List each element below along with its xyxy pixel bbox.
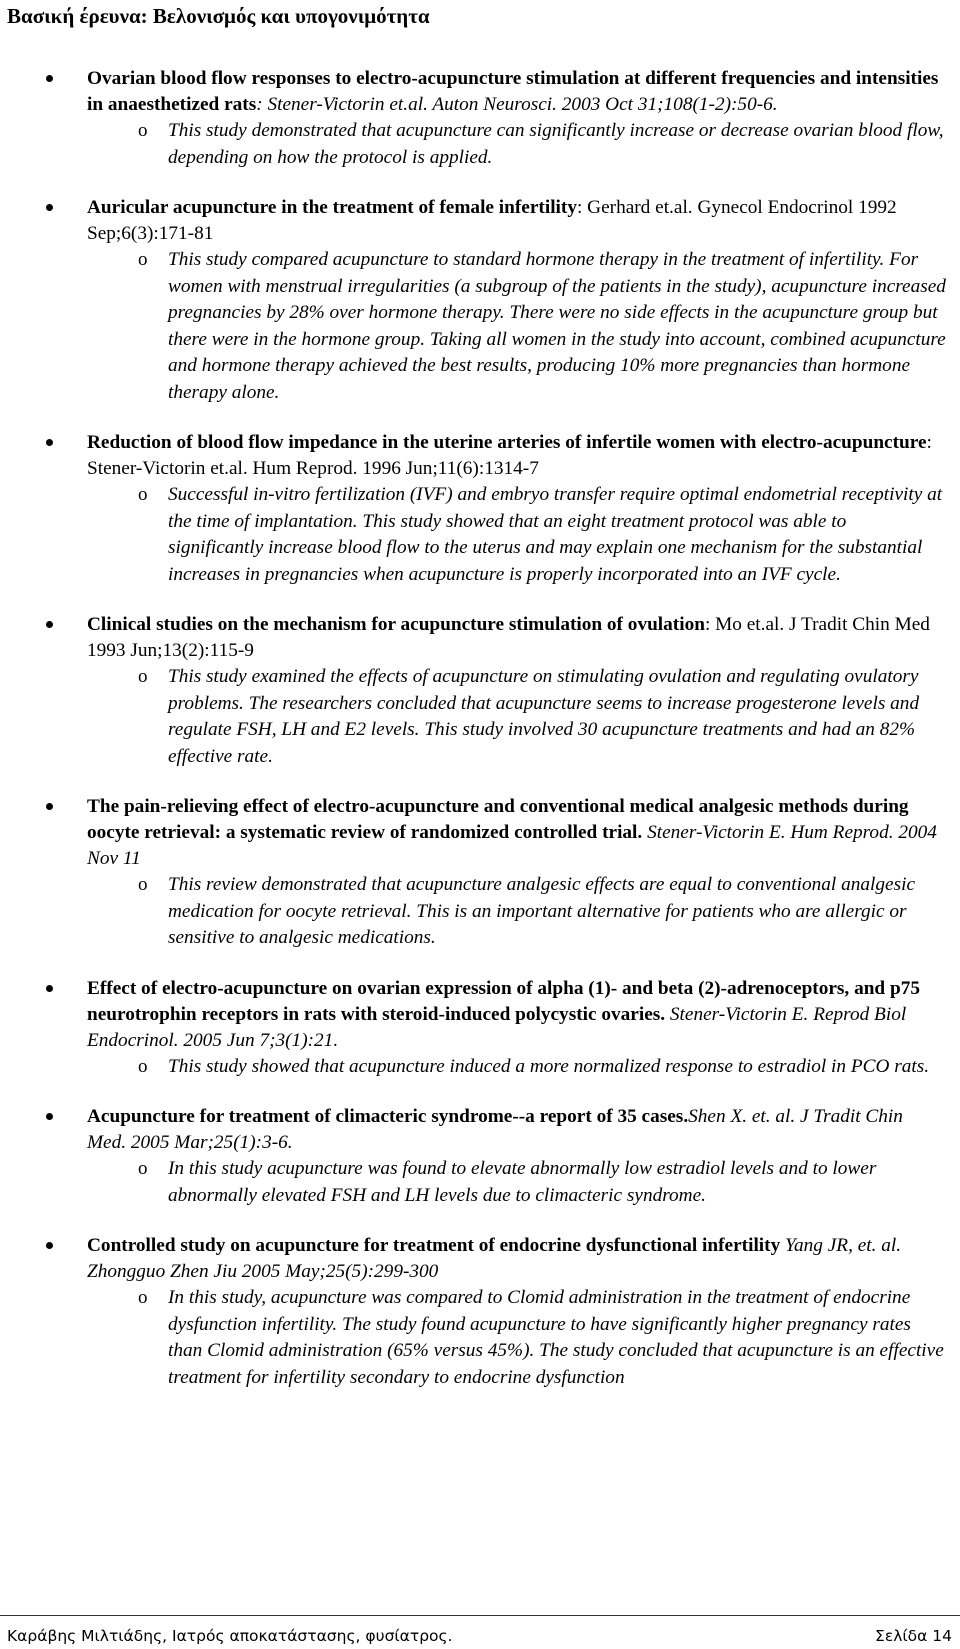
sub-bullet-icon: o — [138, 666, 148, 687]
reference-title: Effect of electro-acupuncture on ovarian expression of alpha (1)- and beta (2)-adrenoceptors, and p75 neurotrophin receptors in rats with steroid-induced polycystic ovaries. — [87, 977, 920, 1025]
summary-text: This study examined the effects of acupuncture on stimulating ovulation and regulating ovulatory problems. The researchers concluded that acupuncture seems to increase progesterone levels and regulate FSH, LH and E2 levels. This study involved 30 acupuncture treatments and had an 82% effective rate. — [168, 666, 920, 767]
bullet-icon — [46, 439, 53, 446]
reference-summary — [138, 1156, 946, 1209]
footer-divider — [0, 1615, 960, 1616]
reference-list — [0, 66, 960, 1415]
reference-citation: Gerhard et.al. Gynecol Endocrinol 1992 Sep;6(3):171-81 — [87, 197, 897, 244]
sub-bullet-icon: o — [138, 1158, 148, 1179]
reference-summary — [138, 872, 946, 952]
reference-entry-3 — [0, 430, 960, 588]
reference-entry-8 — [0, 1233, 960, 1391]
reference-heading — [87, 430, 946, 482]
reference-heading — [87, 195, 946, 247]
bullet-icon — [46, 1242, 53, 1249]
reference-entry-1 — [0, 66, 960, 171]
reference-heading — [87, 612, 946, 664]
reference-entry-7 — [0, 1104, 960, 1209]
sub-bullet-icon: o — [138, 874, 148, 895]
bullet-icon — [46, 803, 53, 810]
reference-entry-2 — [0, 195, 960, 406]
reference-title: The pain-relieving effect of electro-acupuncture and conventional medical analgesic methods during oocyte retrieval: a systematic review of randomized controlled trial. — [87, 796, 909, 843]
reference-title: Acupuncture for treatment of climacteric syndrome--a report of 35 cases. — [87, 1106, 689, 1127]
bullet-icon — [46, 75, 53, 82]
footer-author: Καράβης Μιλτιάδης, Ιατρός αποκατάστασης, φυσίατρος. — [7, 1627, 453, 1645]
reference-heading — [87, 1233, 946, 1285]
summary-text: This study compared acupuncture to standard hormone therapy in the treatment of infertility. For women with menstrual irregularities (a subgroup of the patients in the study), acupuncture increased pregnancies by 28% over hormone therapy. There were no side effects in the acupuncture group but there were in the hormone group. Taking all women in the study into account, combined acupuncture and hormone therapy achieved the best results, producing 10% more pregnancies than hormone therapy alone. — [168, 249, 946, 403]
bullet-icon — [46, 985, 53, 992]
reference-citation: Stener-Victorin et.al. Auton Neurosci. 2003 Oct 31;108(1-2):50-6. — [262, 94, 778, 115]
reference-citation: Yang JR, et. al. Zhongguo Zhen Jiu 2005 May;25(5):299-300 — [87, 1235, 902, 1282]
summary-text: This study showed that acupuncture induced a more normalized response to estradiol in PCO rats. — [168, 1055, 930, 1077]
summary-text: In this study, acupuncture was compared to Clomid administration in the treatment of endocrine dysfunction infertility. The study found acupuncture to have significantly higher pregnancy rates than Clomid administration (65% versus 45%). The study concluded that acupuncture is an effective treatment for infertility secondary to endocrine dysfunction — [168, 1287, 944, 1388]
reference-entry-5 — [0, 794, 960, 952]
reference-entry-4 — [0, 612, 960, 770]
reference-heading — [87, 1104, 946, 1156]
sub-bullet-icon: o — [138, 484, 148, 505]
reference-heading — [87, 976, 946, 1054]
reference-title: Ovarian blood flow responses to electro-acupuncture stimulation at different frequencies and intensities in anaesthetized rats — [87, 68, 939, 115]
reference-entry-6 — [0, 976, 960, 1081]
sub-bullet-icon: o — [138, 1287, 148, 1308]
reference-summary — [138, 247, 946, 406]
reference-summary — [138, 118, 946, 171]
reference-title: Reduction of blood flow impedance in the uterine arteries of infertile women with electro-acupuncture — [87, 432, 927, 453]
reference-summary — [138, 482, 946, 588]
summary-text: This study demonstrated that acupuncture can significantly increase or decrease ovarian blood flow, depending on how the protocol is applied. — [168, 120, 944, 168]
reference-summary — [138, 1054, 946, 1081]
reference-citation: Shen X. et. al. J Tradit Chin Med. 2005 Mar;25(1):3-6. — [87, 1106, 903, 1153]
reference-citation: Mo et.al. J Tradit Chin Med 1993 Jun;13(2):115-9 — [87, 614, 930, 661]
summary-text: In this study acupuncture was found to elevate abnormally low estradiol levels and to lower abnormally elevated FSH and LH levels due to climacteric syndrome. — [168, 1158, 877, 1206]
reference-citation: Stener-Victorin et.al. Hum Reprod. 1996 Jun;11(6):1314-7 — [87, 458, 539, 479]
reference-separator: : — [926, 432, 932, 453]
reference-heading — [87, 66, 946, 118]
reference-citation: Stener-Victorin E. Hum Reprod. 2004 Nov 11 — [87, 822, 937, 869]
reference-summary — [138, 1285, 946, 1391]
reference-separator: : — [576, 197, 583, 218]
sub-bullet-icon: o — [138, 120, 148, 141]
bullet-icon — [46, 621, 53, 628]
summary-text: This review demonstrated that acupuncture analgesic effects are equal to conventional analgesic medication for oocyte retrieval. This is an important alternative for patients who are allergic or sensitive to analgesic medications. — [168, 874, 915, 948]
reference-heading — [87, 794, 946, 872]
reference-citation: Stener-Victorin E. Reprod Biol Endocrinol. 2005 Jun 7;3(1):21. — [87, 1003, 907, 1051]
summary-text: Successful in-vitro fertilization (IVF) and embryo transfer require optimal endometrial receptivity at the time of implantation. This study showed that an eight treatment protocol was able to significantly increase blood flow to the uterus and may explain one mechanism for the substantial increases in pregnancies when acupuncture is properly incorporated into an IVF cycle. — [168, 484, 943, 585]
sub-bullet-icon: o — [138, 1055, 148, 1077]
bullet-icon — [46, 1113, 53, 1120]
reference-separator: : — [256, 94, 263, 115]
reference-title: Auricular acupuncture in the treatment of female infertility — [87, 197, 577, 218]
sub-bullet-icon: o — [138, 249, 148, 270]
page-title: Βασική έρευνα: Βελονισμός και υπογονιμότητα — [7, 4, 430, 28]
reference-summary — [138, 664, 946, 770]
reference-title: Controlled study on acupuncture for treatment of endocrine dysfunctional infertility — [87, 1235, 781, 1256]
reference-title: Clinical studies on the mechanism for acupuncture stimulation of ovulation — [87, 614, 705, 635]
page-number: Σελίδα 14 — [875, 1627, 952, 1645]
reference-separator: : — [704, 614, 711, 635]
bullet-icon — [46, 204, 53, 211]
